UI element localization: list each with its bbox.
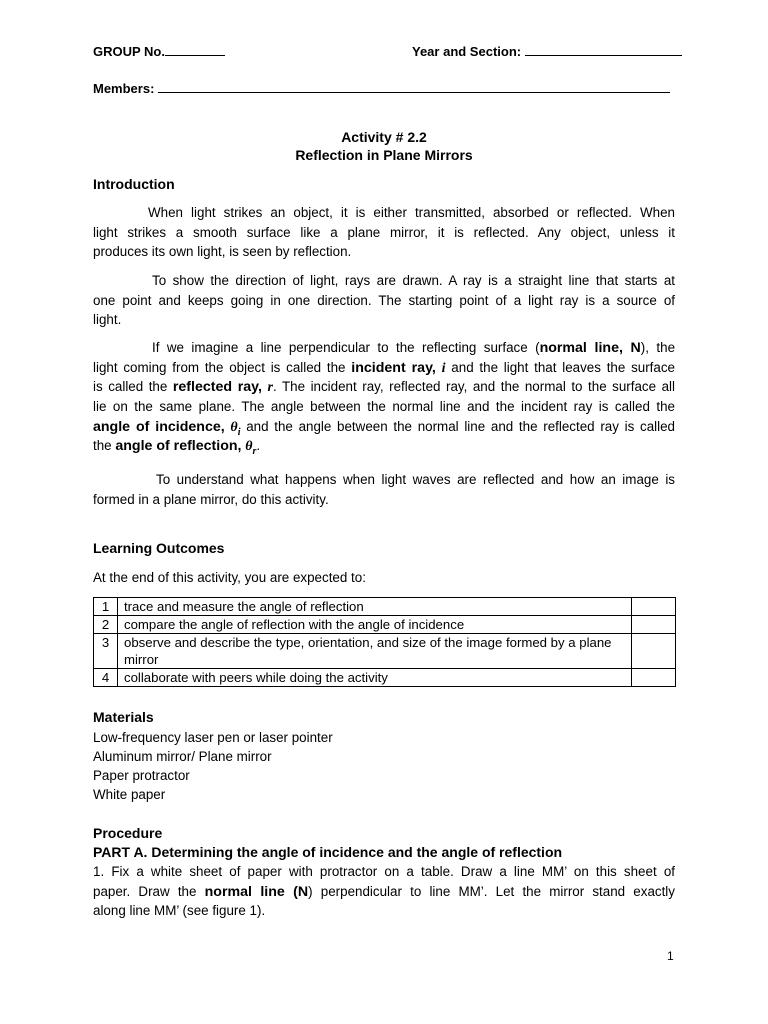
activity-number: Activity # 2.2 xyxy=(341,129,427,145)
intro-p1-line: When light strikes an object, it is either transmitted, absorbed or reflected. When xyxy=(148,205,675,220)
intro-p3-line xyxy=(93,436,675,456)
intro-p1-line: produces its own light, is seen by reflection. xyxy=(93,244,352,260)
intro-p3-line xyxy=(93,417,675,437)
intro-p4-line: To understand what happens when light waves are reflected and how an image is xyxy=(156,472,675,487)
group-blank-line xyxy=(165,44,225,56)
step-1-line: 1. Fix a white sheet of paper with protractor on a table. Draw a line MM’ on this sheet of xyxy=(93,864,675,879)
text-run: and the light that leaves the surface xyxy=(445,359,675,375)
term-angle-of-reflection: angle of reflection, xyxy=(115,438,242,455)
text-run: ), the xyxy=(640,340,676,355)
outcome-row xyxy=(94,669,676,687)
intro-p1-line: light strikes a smooth surface like a plane mirror, it is reflected. Any object, unless it xyxy=(93,224,675,240)
intro-p2-line: To show the direction of light, rays are drawn. A ray is a straight line that starts at xyxy=(152,273,675,288)
term-reflected-ray: reflected ray, xyxy=(172,379,262,396)
outcome-number: 4 xyxy=(94,669,118,687)
symbol-theta-r: $\theta_r$ xyxy=(245,439,257,458)
outcome-number: 2 xyxy=(94,616,118,634)
year-section-label: Year and Section: xyxy=(412,44,522,59)
intro-paragraph-1 xyxy=(93,203,675,262)
outcome-text: trace and measure the angle of reflection xyxy=(118,598,632,616)
term-angle-of-incidence: angle of incidence, xyxy=(93,418,225,435)
material-item: Aluminum mirror/ Plane mirror xyxy=(93,749,272,764)
symbol-r: r xyxy=(267,380,273,396)
activity-title: Reflection in Plane Mirrors xyxy=(295,147,473,163)
intro-paragraph-4 xyxy=(93,470,675,509)
outcome-text: compare the angle of reflection with the angle of incidence xyxy=(118,616,632,634)
group-number-field[interactable] xyxy=(93,44,225,59)
text-run: the xyxy=(93,438,116,454)
term-normal-line: normal line, N xyxy=(539,340,641,356)
intro-p2-line: one point and keeps going in one direction. The starting point of a light ray is a source of xyxy=(93,292,675,308)
intro-p3-line: lie on the same plane. The angle between the normal line and the incident ray is called the xyxy=(93,399,675,415)
text-run: . The incident ray, reflected ray, and the normal to the surface all xyxy=(272,379,676,395)
text-run: . xyxy=(256,438,261,454)
members-blank-line xyxy=(158,81,670,93)
text-run: paper. Draw the xyxy=(93,883,205,899)
learning-outcomes-intro: At the end of this activity, you are expected to: xyxy=(93,570,366,585)
part-a-heading: PART A. Determining the angle of incidence and the angle of reflection xyxy=(93,844,563,860)
outcome-number: 3 xyxy=(94,634,118,669)
intro-paragraph-3 xyxy=(93,338,675,456)
outcome-check-cell[interactable] xyxy=(632,634,676,669)
symbol-i: i xyxy=(441,360,446,376)
outcome-text: collaborate with peers while doing the activity xyxy=(118,669,632,687)
group-label: GROUP No. xyxy=(93,44,165,59)
intro-p3-line xyxy=(93,377,675,397)
intro-p3-line xyxy=(93,358,675,378)
term-normal-line: normal line (N xyxy=(204,883,309,900)
material-item: White paper xyxy=(93,787,166,802)
outcome-number: 1 xyxy=(94,598,118,616)
step-1-line: along line MM’ (see figure 1). xyxy=(93,903,266,919)
learning-outcomes-table xyxy=(93,597,676,687)
term-incident-ray: incident ray, xyxy=(351,359,436,376)
text-run: and the angle between the normal line and the reflected ray is called xyxy=(240,418,675,434)
procedure-heading: Procedure xyxy=(93,825,163,841)
text-run: If we imagine a line perpendicular to the reflecting surface ( xyxy=(152,340,540,355)
intro-p3-line xyxy=(93,338,675,358)
material-item: Low-frequency laser pen or laser pointer xyxy=(93,730,333,745)
intro-p2-line: light. xyxy=(93,312,122,328)
text-run: light coming from the object is called the xyxy=(93,359,352,375)
outcome-row xyxy=(94,598,676,616)
intro-p4-line: formed in a plane mirror, do this activity. xyxy=(93,491,329,507)
procedure-step-1 xyxy=(93,862,675,921)
year-section-field[interactable] xyxy=(412,44,682,59)
text-run: ) perpendicular to line MM’. Let the mirror stand exactly xyxy=(308,883,675,899)
members-label: Members: xyxy=(93,81,155,96)
page-number: 1 xyxy=(667,949,674,963)
materials-heading: Materials xyxy=(93,709,154,725)
material-item: Paper protractor xyxy=(93,768,190,783)
introduction-heading: Introduction xyxy=(93,176,175,192)
members-field[interactable] xyxy=(93,81,670,96)
outcome-row xyxy=(94,634,676,669)
outcome-check-cell[interactable] xyxy=(632,616,676,634)
outcome-check-cell[interactable] xyxy=(632,598,676,616)
step-1-line xyxy=(93,882,675,902)
learning-outcomes-heading: Learning Outcomes xyxy=(93,540,225,556)
outcome-check-cell[interactable] xyxy=(632,669,676,687)
intro-paragraph-2 xyxy=(93,271,675,330)
text-run: is called the xyxy=(93,379,173,395)
outcome-row xyxy=(94,616,676,634)
symbol-theta-i: $\theta_i$ xyxy=(230,419,241,438)
outcome-text: observe and describe the type, orientation, and size of the image formed by a plane mirror xyxy=(118,634,632,669)
year-section-blank-line xyxy=(525,44,682,56)
